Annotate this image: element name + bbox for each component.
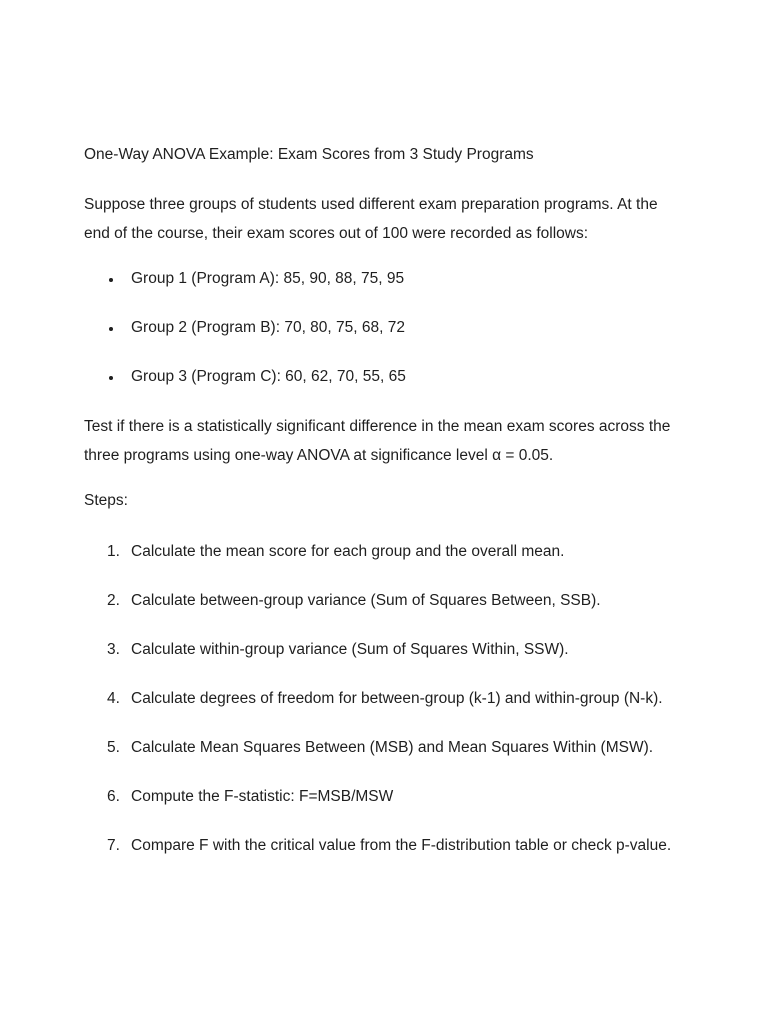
steps-label: Steps:	[84, 492, 128, 509]
step-number: 4.	[107, 690, 120, 707]
step-text: Calculate degrees of freedom for between-group (k-1) and within-group (N-k).	[131, 690, 663, 707]
step-item-4	[84, 684, 684, 713]
step-text: Calculate within-group variance (Sum of Squares Within, SSW).	[131, 641, 569, 658]
step-number: 3.	[107, 641, 120, 658]
document-title: One-Way ANOVA Example: Exam Scores from 3 Study Programs	[84, 146, 534, 163]
test-paragraph: Test if there is a statistically significant difference in the mean exam scores across the three programs using one-way ANOVA at significance level α = 0.05.	[84, 418, 671, 464]
list-item-group-2: Group 2 (Program B): 70, 80, 75, 68, 72	[84, 316, 684, 340]
step-item-5	[84, 733, 684, 762]
step-text: Calculate the mean score for each group and the overall mean.	[131, 543, 565, 560]
step-item-6	[84, 782, 684, 811]
steps-list	[84, 537, 684, 860]
step-number: 7.	[107, 837, 120, 854]
step-item-3	[84, 635, 684, 664]
step-number: 6.	[107, 788, 120, 805]
step-item-1	[84, 537, 684, 566]
document-page	[84, 143, 684, 880]
step-number: 5.	[107, 739, 120, 756]
step-text: Calculate Mean Squares Between (MSB) and Mean Squares Within (MSW).	[131, 739, 654, 756]
intro-paragraph: Suppose three groups of students used different exam preparation programs. At the end of the course, their exam scores out of 100 were recorded as follows:	[84, 196, 658, 242]
step-text: Compute the F-statistic: F=MSB/MSW	[131, 788, 394, 805]
list-item-group-3: Group 3 (Program C): 60, 62, 70, 55, 65	[84, 365, 684, 389]
groups-list	[84, 267, 684, 389]
step-text: Calculate between-group variance (Sum of Squares Between, SSB).	[131, 592, 601, 609]
list-item-group-1: Group 1 (Program A): 85, 90, 88, 75, 95	[84, 267, 684, 291]
step-item-7	[84, 831, 684, 860]
step-item-2	[84, 586, 684, 615]
step-text: Compare F with the critical value from the F-distribution table or check p-value.	[131, 837, 672, 854]
step-number: 1.	[107, 543, 120, 560]
step-number: 2.	[107, 592, 120, 609]
